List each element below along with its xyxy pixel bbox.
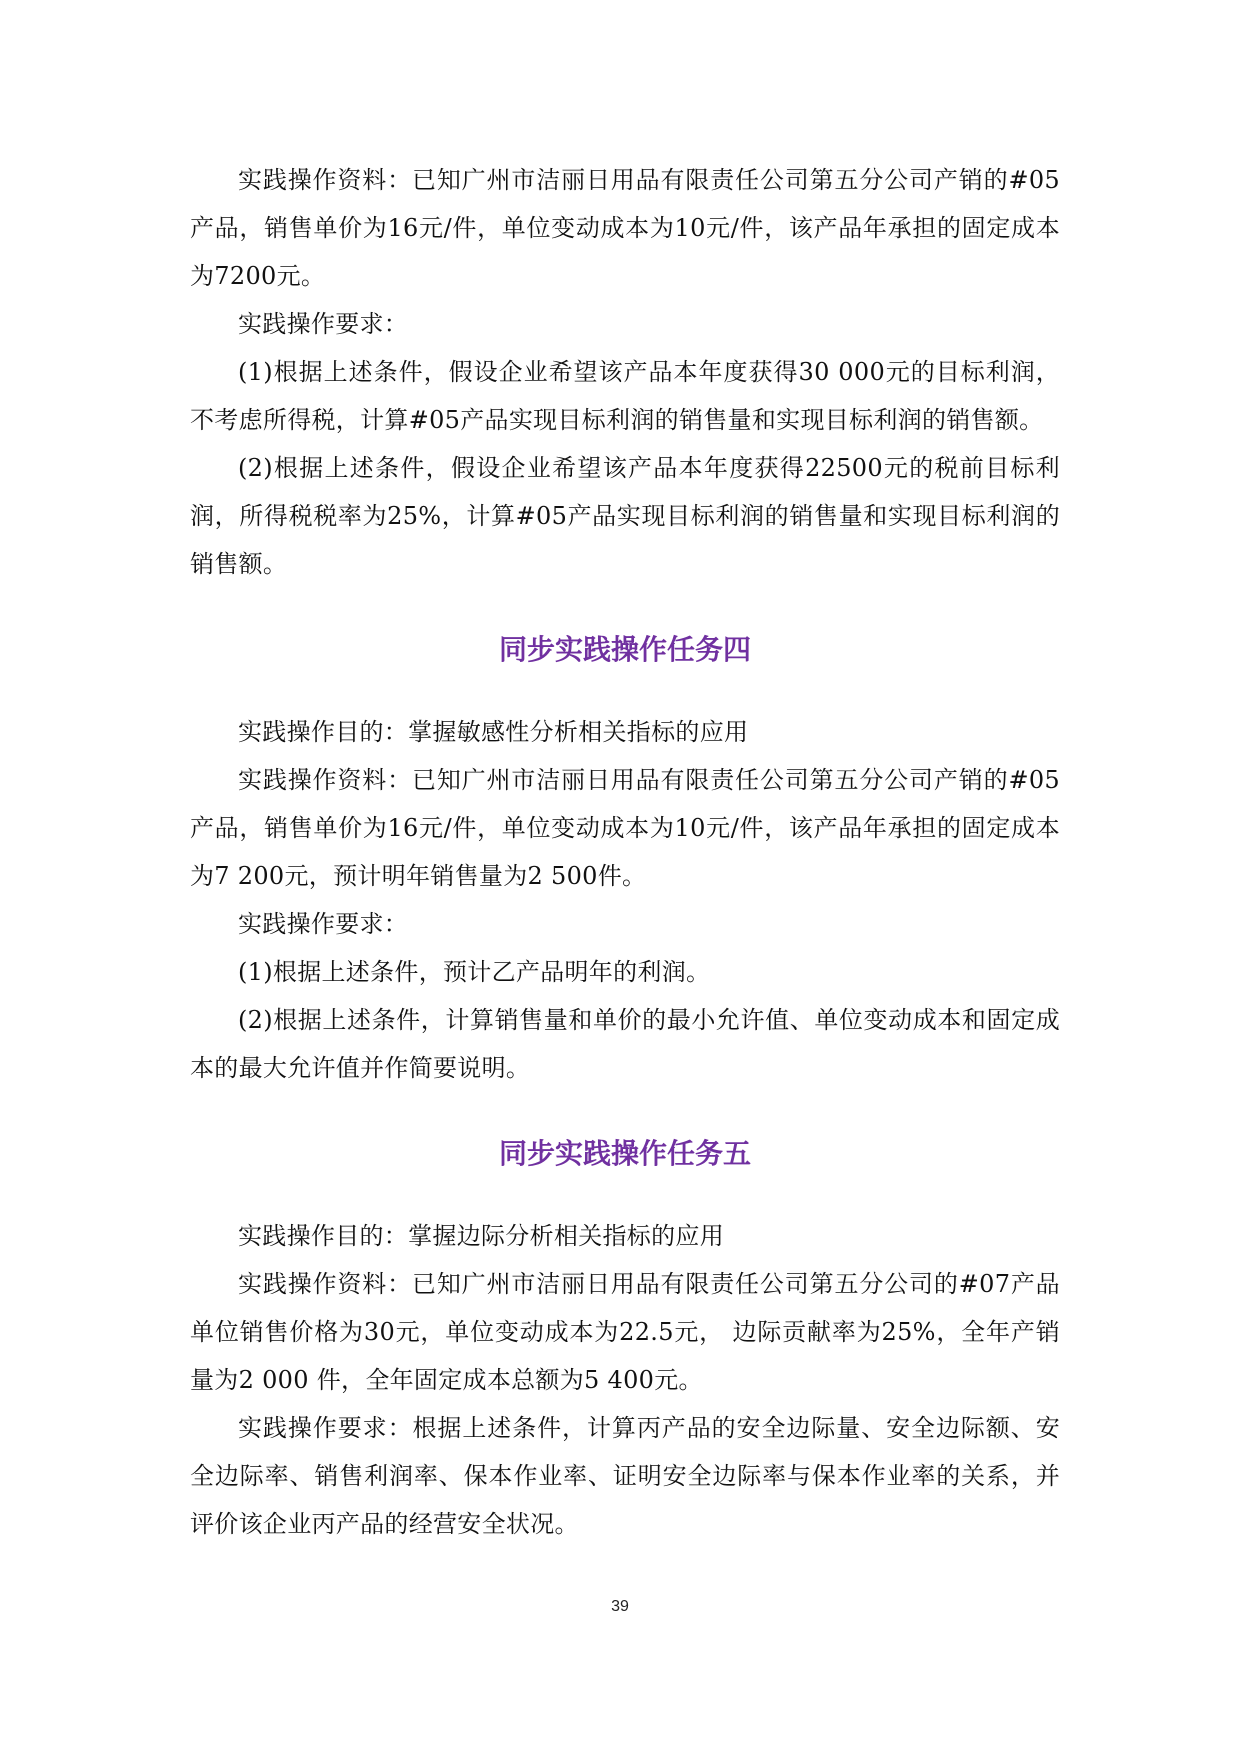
section-heading-task-5: 同步实践操作任务五 [498,1137,751,1170]
paragraph: 实践操作要求： [238,910,409,938]
paragraph: (2)根据上述条件，计算销售量和单价的最小允许值、单位变动成本和固定成本的最大允许值并作简要说明。 [190,1006,1060,1082]
section-heading-task-4: 同步实践操作任务四 [498,633,751,666]
task-5-body [190,1212,1060,1548]
page-number: 39 [611,1598,629,1615]
paragraph: 实践操作目的：掌握敏感性分析相关指标的应用 [238,718,749,746]
paragraph: 实践操作目的：掌握边际分析相关指标的应用 [238,1222,724,1250]
page-content [190,156,1060,1548]
paragraph: 实践操作要求：根据上述条件，计算丙产品的安全边际量、安全边际额、安全边际率、销售利润率、保本作业率、证明安全边际率与保本作业率的关系，并评价该企业丙产品的经营安全状况。 [190,1414,1060,1538]
paragraph: 实践操作资料：已知广州市洁丽日用品有限责任公司第五分公司产销的#05产品，销售单价为16元/件，单位变动成本为10元/件，该产品年承担的固定成本为7200元。 [190,166,1060,290]
paragraph: (1)根据上述条件，假设企业希望该产品本年度获得30 000元的目标利润，不考虑所得税，计算#05产品实现目标利润的销售量和实现目标利润的销售额。 [190,358,1060,434]
paragraph: 实践操作资料：已知广州市洁丽日用品有限责任公司第五分公司产销的#05产品，销售单价为16元/件，单位变动成本为10元/件，该产品年承担的固定成本为7 200元，预计明年销售量为2 500件。 [190,766,1060,890]
paragraph: (2)根据上述条件，假设企业希望该产品本年度获得22500元的税前目标利润，所得税税率为25%，计算#05产品实现目标利润的销售量和实现目标利润的销售额。 [190,454,1060,578]
paragraph: 实践操作资料：已知广州市洁丽日用品有限责任公司第五分公司的#07产品单位销售价格为30元，单位变动成本为22.5元， 边际贡献率为25%，全年产销量为2 000 件，全年固定成本总额为5 400元。 [190,1270,1060,1394]
paragraph: 实践操作要求： [238,310,409,338]
exercise-three-continuation [190,156,1060,588]
paragraph: (1)根据上述条件，预计乙产品明年的利润。 [238,958,711,986]
task-4-body [190,708,1060,1092]
